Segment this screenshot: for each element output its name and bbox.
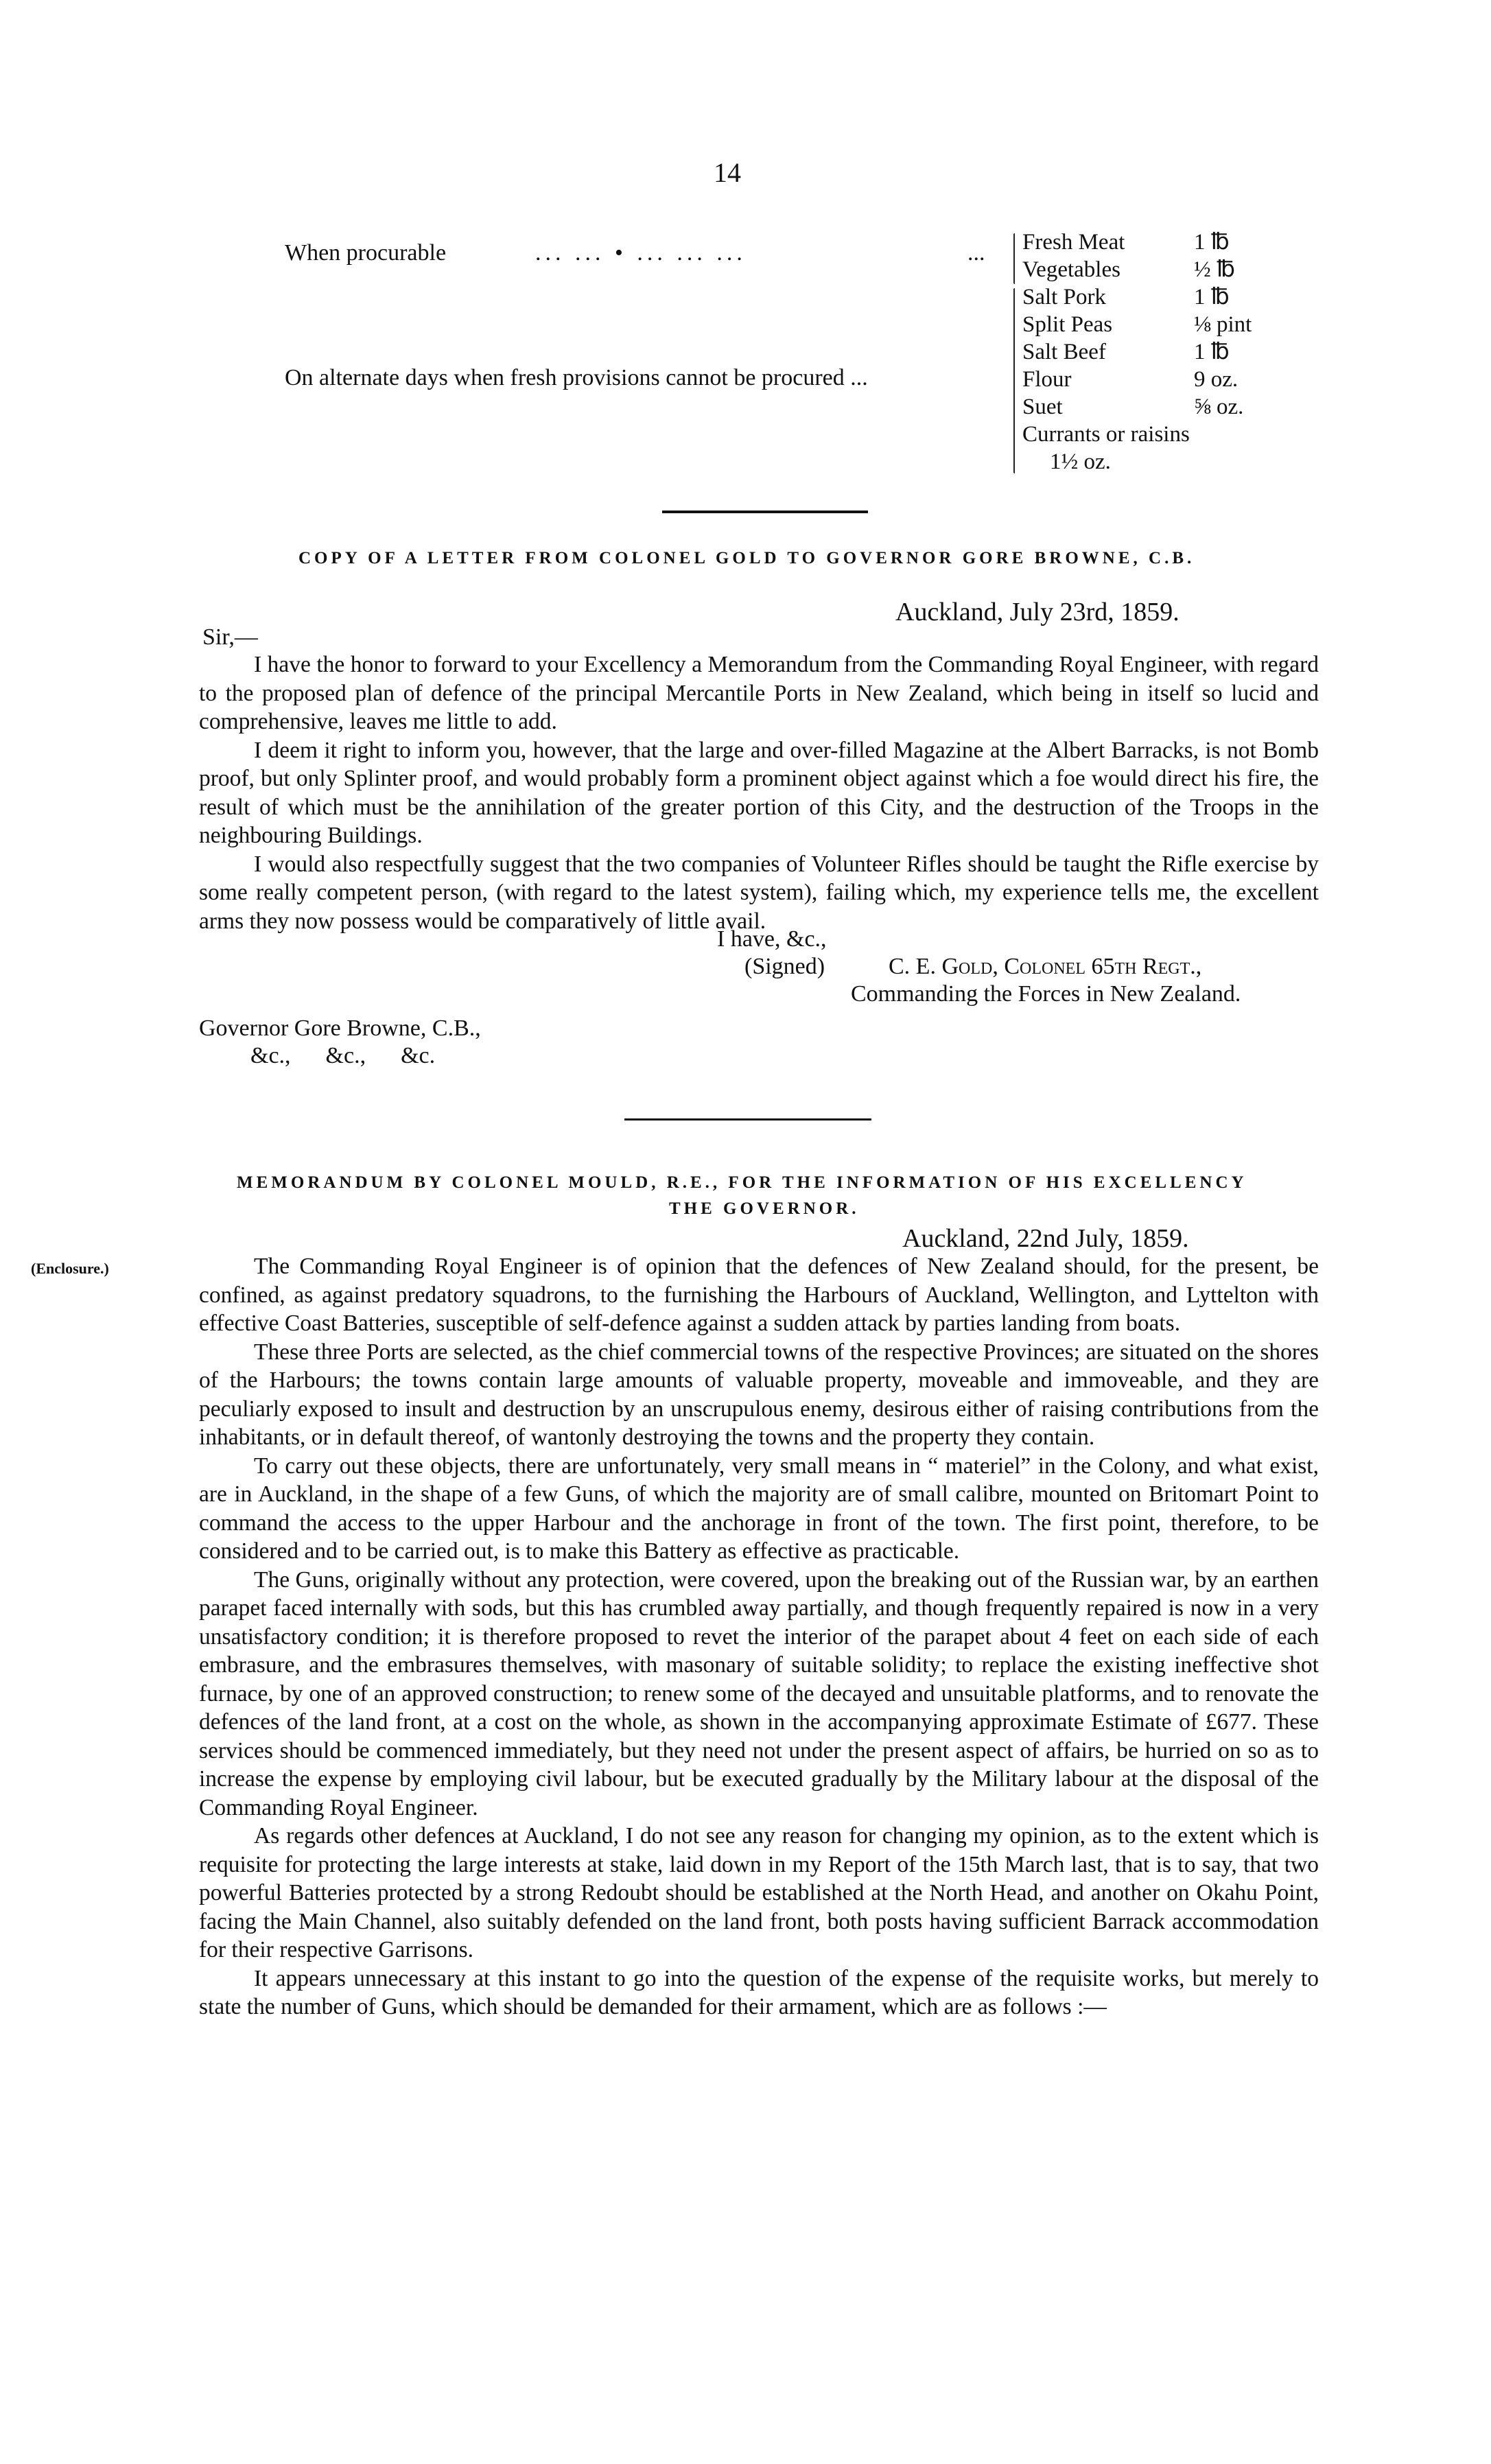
memo-body (199, 1252, 1319, 2021)
letter-salutation: Sir,— (202, 624, 258, 650)
memo-paragraph: These three Ports are selected, as the chief commercial towns of the respective Provinces; are situated on the shores of the Harbours; the towns contain large amounts of valuable property, moveable and immoveable, and they are peculiarly exposed to insult and destruction by an unscrupulous enemy, desirous either of raising contributions from the inhabitants, or in default thereof, of wantonly destroying the towns and the property they contain. (199, 1339, 1319, 1450)
alternate-brace (1013, 288, 1015, 473)
signatory: C. E. Gold, Colonel 65th Regt., (889, 954, 1202, 979)
ration-item: Flour 9 oz. (1022, 367, 1238, 392)
memo-paragraph: The Guns, originally without any protection, were covered, upon the breaking out of the Russian war, by an earthen parapet faced internally with sods, but this has crumbled away partially, and though frequently repaired is now in a very unsatisfactory condition; it is therefore proposed to revet the interior of the parapet about 4 feet on each side of each embrasure, and the embrasures themselves, with masonary of suitable solidity; to replace the existing ineffective shot furnace, by one of an approved construction; to renew some of the decayed and unsuitable platforms, and to renovate the defences of the land front, at a cost on the whole, as shown in the accompanying approximate Estimate of £677. These services should be commenced immediately, but they need not under the present aspect of affairs, be hurried on so as to increase the expense by employing civil labour, but be executed gradually by the Military labour at the disposal of the Commanding Royal Engineer. (199, 1567, 1319, 1820)
enclosure-note: (Enclosure.) (31, 1260, 109, 1277)
ration-item: Currants or raisins (1022, 422, 1190, 447)
addressee: Governor Gore Browne, C.B., (199, 1016, 481, 1041)
procurable-leaders: ... ... • ... ... ... (535, 240, 747, 266)
letter-paragraph: I would also respectfully suggest that the two companies of Volunteer Rifles should be taught the Rifle exercise by some really competent person, (with regard to the latest system), failing which, my experience tells me, the excellent arms they now possess would be comparatively of little avail. (199, 851, 1319, 934)
letter-paragraph: I deem it right to inform you, however, that the large and over-filled Magazine at the Albert Barracks, is not Bomb proof, but only Splinter proof, and would probably form a prominent object against which a foe would direct his fire, the result of which must be the annihilation of the greater portion of this City, and the destruction of the Troops in the neighbouring Buildings. (199, 737, 1319, 848)
ration-item: Fresh Meat 1 ℔ (1022, 230, 1230, 255)
procurable-leaders-end: ... (967, 240, 985, 266)
letter-closing: I have, &c., (717, 926, 827, 952)
letter-paragraph: I have the honor to forward to your Excellency a Memorandum from the Commanding Royal Engineer, with regard to the proposed plan of defence of the principal Mercantile Ports in New Zealand, which being in itself so lucid and comprehensive, leaves me little to add. (199, 652, 1319, 734)
memo-paragraph: It appears unnecessary at this instant to go into the question of the expense of the requisite works, but merely to state the number of Guns, which should be demanded for their armament, which are as follows :— (199, 1965, 1319, 2019)
memo-heading-line1: MEMORANDUM BY COLONEL MOULD, R.E., FOR THE INFORMATION OF HIS EXCELLENCY (237, 1173, 1247, 1192)
ration-item: Split Peas ⅛ pint (1022, 312, 1252, 337)
section-divider (662, 511, 868, 513)
letter-body (199, 650, 1319, 935)
signed-label: (Signed) (744, 954, 825, 979)
section-divider (624, 1118, 871, 1120)
procurable-brace (1013, 233, 1015, 284)
memo-paragraph: The Commanding Royal Engineer is of opinion that the defences of New Zealand should, for the present, be confined, as against predatory squadrons, to the furnishing the Harbours of Auckland, Wellington, and Lyttelton with effective Coast Batteries, susceptible of self-defence against a sudden attack by parties landing from boats. (199, 1254, 1319, 1336)
ration-item: Vegetables ½ ℔ (1022, 257, 1235, 282)
alternate-label: On alternate days when fresh provisions cannot be procured ... (285, 365, 868, 390)
letter-heading: COPY OF A LETTER FROM COLONEL GOLD TO GOVERNOR GORE BROWNE, C.B. (298, 549, 1195, 567)
ration-item: Salt Pork 1 ℔ (1022, 285, 1230, 309)
alternate-items (1022, 283, 1252, 476)
letter-dateline: Auckland, July 23rd, 1859. (895, 598, 1179, 626)
memo-heading-line2: THE GOVERNOR. (669, 1199, 860, 1218)
ration-item: Suet ⅝ oz. (1022, 395, 1244, 419)
signatory-title: Commanding the Forces in New Zealand. (851, 981, 1241, 1007)
memo-paragraph: As regards other defences at Auckland, I do not see any reason for changing my opinion, as to the extent which is requisite for protecting the large interests at stake, laid down in my Report of the 15th March last, that is to say, that two powerful Batteries protected by a strong Redoubt should be established at the North Head, and another on Okahu Point, facing the Main Channel, also suitably defended on the land front, both posts having sufficient Barrack accommodation for their respective Garrisons. (199, 1823, 1319, 1962)
addressee-etc: &c., &c., &c. (250, 1043, 436, 1068)
procurable-label: When procurable (285, 240, 447, 266)
ration-item: Salt Beef 1 ℔ (1022, 340, 1230, 364)
ration-item: 1½ oz. (1050, 449, 1111, 474)
procurable-items (1022, 228, 1235, 283)
memo-dateline: Auckland, 22nd July, 1859. (902, 1224, 1189, 1253)
page-number: 14 (714, 157, 741, 188)
memo-paragraph: To carry out these objects, there are unfortunately, very small means in “ materiel” in the Colony, and what exist, are in Auckland, in the shape of a few Guns, of which the majority are of small calibre, mounted on Britomart Point to command the access to the upper Harbour and the anchorage in front of the town. The first point, therefore, to be considered and to be carried out, is to make this Battery as effective as practicable. (199, 1453, 1319, 1564)
